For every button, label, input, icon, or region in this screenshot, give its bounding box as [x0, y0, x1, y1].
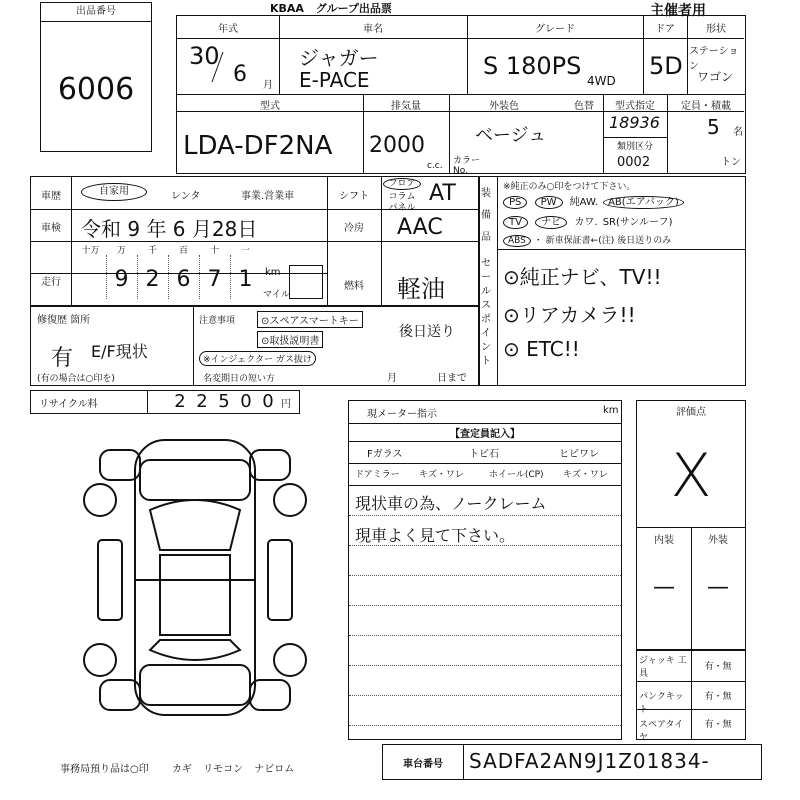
chassis-value: SADFA2AN9J1Z01834- [469, 749, 710, 773]
private-use: 自家用 [81, 183, 147, 201]
navi-rom-text: ナビロム [254, 764, 295, 775]
equipment-row2 [503, 213, 743, 228]
exterior-value: — [707, 575, 729, 600]
comment-line2: 現車よく見て下さい。 [355, 526, 516, 545]
vehicle-table-row1 [176, 15, 746, 95]
car-name-line2: E-PACE [299, 68, 370, 92]
recycle-unit: 円 [281, 399, 291, 410]
exterior-label: 外装 [708, 535, 728, 546]
unit-1: 一 [240, 246, 250, 256]
year-label: 年式 [218, 24, 238, 35]
load-unit: トン [721, 157, 741, 168]
mileage-km: km [265, 267, 281, 278]
type-spec-label: 型式指定 [615, 101, 655, 112]
inspection-block [348, 400, 622, 740]
grade-label: グレード [535, 24, 575, 35]
grade-value: S 180PS [483, 52, 582, 80]
fuel-label: 燃料 [344, 281, 364, 292]
recycle-digits [147, 391, 297, 413]
pw-item: PW [535, 196, 563, 209]
repair-block [30, 306, 480, 386]
unit-1k: 千 [147, 246, 157, 256]
color-no-label: カラー No. [453, 156, 481, 176]
repair-detail: E/F現状 [91, 342, 148, 361]
glass-label: Fガラス [367, 449, 403, 460]
equipment-block [478, 176, 746, 386]
mileage-check-box [289, 265, 323, 299]
vehicle-table-row2 [176, 94, 746, 174]
shift-floor: フロア [383, 178, 421, 190]
sheet-title [270, 0, 500, 15]
mirror-damage: キズ・ワレ [419, 470, 464, 480]
displacement-value: 2000 [369, 133, 425, 158]
ac-value: AAC [397, 215, 443, 240]
body-label: 形状 [706, 24, 726, 35]
month-unit: 月 [263, 80, 273, 91]
keys-text: カギ [171, 764, 192, 775]
recycle-d2: 2 [196, 391, 208, 412]
sales-point-1: ⊙純正ナビ、TV!! [503, 265, 662, 289]
shift-label: シフト [339, 191, 369, 202]
month-value: 6 [233, 62, 247, 87]
capacity-unit: 名 [733, 127, 743, 138]
spare-label: スペアタイヤ [639, 720, 684, 743]
abs-item: ABS [503, 235, 531, 247]
ps-item: PS [503, 196, 527, 209]
shift-column: コラム [388, 192, 416, 202]
category-label: 類別区分 [616, 142, 653, 152]
car-name-line1: ジャガー [299, 46, 379, 70]
examiner-label: 【査定員記入】 [450, 429, 520, 440]
tv-item: TV [503, 216, 528, 229]
meter-unit: km [603, 405, 619, 416]
ac-label: 冷房 [344, 223, 364, 234]
accessories-block [636, 650, 746, 743]
equipment-note: ※純正のみ○印をつけて下さい。 [503, 182, 636, 192]
rating-value: X [670, 441, 712, 511]
lot-box [40, 2, 152, 152]
puncture-value: 有・無 [704, 692, 732, 702]
interior-value: — [653, 575, 675, 600]
remote-text: リモコン [203, 764, 244, 775]
mileage-mile: マイル [263, 290, 290, 300]
digit-1: 1 [238, 267, 253, 292]
chassis-box [382, 744, 762, 780]
recycle-d5: 0 [262, 391, 274, 412]
meter-label: 現メーター指示 [367, 409, 437, 420]
repair-value: 有 [51, 346, 74, 371]
wheel-label: ホイール(CP) [489, 470, 544, 480]
fuel-value: 軽油 [397, 275, 445, 303]
model-label: 型式 [260, 101, 280, 112]
model-value: LDA-DF2NA [183, 131, 333, 161]
unit-10: 十 [209, 246, 219, 256]
logo-text: KBAA [270, 2, 304, 15]
rental: レンタ [171, 191, 201, 202]
attention-item2: ⊙取扱説明書 [257, 331, 323, 348]
lot-number: 6006 [57, 72, 135, 107]
sales-point-3: ⊙ ETC!! [503, 337, 580, 361]
equipment-row1 [503, 193, 743, 208]
comment-line1: 現状車の為、ノークレーム [355, 494, 547, 513]
recycle-label: リサイクル料 [39, 399, 98, 410]
attention-item3: ※インジェクター ガス抜け [199, 351, 316, 366]
unit-100: 百 [178, 246, 188, 256]
equipment-row3 [503, 233, 743, 246]
unit-10k: 万 [116, 246, 126, 256]
shift-value: AT [429, 181, 456, 206]
digit-10: 7 [207, 267, 222, 292]
recycle-d1: 2 [174, 391, 186, 412]
digit-1k: 2 [145, 267, 160, 292]
rating-block [636, 400, 746, 650]
doors-label: ドア [655, 24, 675, 35]
mileage-digits [75, 243, 261, 303]
recycle-d4: 0 [240, 391, 252, 412]
title-text: グループ出品票 [315, 2, 392, 15]
change-month: 月 [387, 373, 397, 384]
inspection-label: 車検 [41, 223, 61, 234]
office-note-text: 事務局預り品は○印 [60, 764, 149, 775]
jack-value: 有・無 [704, 662, 732, 672]
mirror-label: ドアミラー [355, 470, 400, 480]
change-day: 日まで [437, 373, 467, 384]
chassis-label: 車台番号 [403, 759, 443, 770]
navi-item: ナビ [535, 216, 567, 229]
lot-label: 出品番号 [41, 3, 151, 22]
attention-label: 注意事項 [199, 316, 236, 326]
equipment-label: 装備品 [481, 188, 491, 243]
doors-value: 5D [649, 52, 683, 80]
repair-note: (有の場合は○印を) [37, 374, 115, 384]
history-block [30, 176, 480, 306]
inspection-value: 令和 9 年 6 月28日 [81, 217, 258, 241]
attention-later: 後日送り [399, 324, 455, 340]
color-label: 外装色 [489, 101, 519, 112]
recycle-box [30, 390, 300, 414]
spare-value: 有・無 [704, 720, 732, 730]
grade-note: 4WD [587, 74, 616, 88]
dot-item: ・ [533, 236, 543, 246]
car-diagram [80, 430, 310, 730]
office-note [60, 760, 294, 775]
puncture-label: パンクキット [639, 692, 684, 715]
mileage-label: 走行 [41, 277, 61, 288]
year-value: 30 [189, 42, 220, 70]
interior-label: 内装 [654, 535, 674, 546]
body-value-1: ステーション [689, 46, 739, 72]
wheel-damage: キズ・ワレ [563, 470, 608, 480]
shift-panel: パネル [388, 203, 416, 213]
color-change-label: 色替 [574, 101, 594, 112]
sr-item: SR(サンルーフ) [602, 217, 673, 228]
business-use: 事業.営業車 [241, 191, 295, 202]
sales-point-2: ⊙リアカメラ!! [503, 303, 636, 327]
unit-100k: 十万 [81, 246, 100, 256]
crack-label: ヒビワレ [559, 449, 599, 460]
ab-item: AB(エアバック) [603, 196, 684, 209]
warranty-item: 新車保証書←(注) 後日送りのみ [545, 236, 672, 246]
name-label: 車名 [363, 24, 383, 35]
leather-item: カワ. [574, 217, 598, 228]
body-value-2: ワゴン [697, 70, 734, 84]
attention-item1: ⊙スペアスマートキー [257, 311, 363, 328]
aw-item: 純AW. [569, 197, 598, 208]
capacity-label: 定員・積載 [681, 101, 731, 112]
category-value: 0002 [617, 155, 651, 170]
repair-label: 修復歴 箇所 [37, 315, 91, 326]
organizer-label: 主催者用 [650, 3, 706, 19]
displacement-label: 排気量 [391, 101, 421, 112]
jack-label: ジャッキ 工具 [639, 656, 687, 679]
digit-100: 6 [176, 267, 191, 292]
chip-label: トビ石 [469, 449, 499, 460]
history-label: 車歴 [41, 191, 61, 202]
digit-10k: 9 [114, 267, 129, 292]
rating-label: 評価点 [676, 407, 706, 418]
color-value: ベージュ [475, 125, 547, 146]
recycle-d3: 5 [218, 391, 230, 412]
displacement-unit: c.c. [427, 161, 443, 171]
capacity-value: 5 [707, 115, 720, 139]
name-change-label: 名変期日の短い方 [203, 374, 276, 384]
sales-point-label: セールスポイント [481, 258, 491, 367]
type-spec-value: 18936 [609, 113, 660, 132]
